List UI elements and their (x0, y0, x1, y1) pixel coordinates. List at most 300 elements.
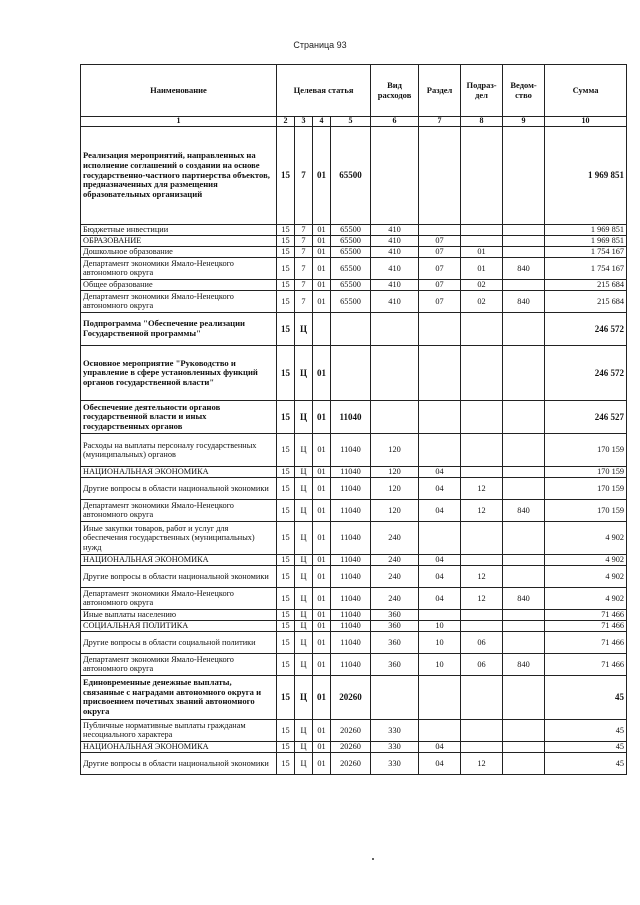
cell-ved: 840 (503, 587, 545, 609)
cell-podrazdel (461, 466, 503, 477)
cell-ved (503, 741, 545, 752)
table-row (81, 290, 627, 312)
cell-razdel: 04 (419, 587, 461, 609)
col-header-razdel: Раздел (419, 65, 461, 117)
cell-ved (503, 675, 545, 719)
table-row (81, 521, 627, 554)
cell-t1: 15 (277, 609, 295, 620)
cell-sum: 170 159 (545, 477, 627, 499)
cell-t4: 11040 (331, 609, 371, 620)
cell-vid (371, 400, 419, 433)
cell-razdel (419, 126, 461, 224)
row-name: Публичные нормативные выплаты гражданам несоциального характера (81, 719, 277, 741)
col-header-summa: Сумма (545, 65, 627, 117)
row-name: НАЦИОНАЛЬНАЯ ЭКОНОМИКА (81, 554, 277, 565)
cell-sum: 4 902 (545, 521, 627, 554)
table-row (81, 279, 627, 290)
cell-razdel: 04 (419, 741, 461, 752)
cell-t2: Ц (295, 620, 313, 631)
cell-vid: 360 (371, 609, 419, 620)
cell-podrazdel: 06 (461, 631, 503, 653)
cell-t4: 11040 (331, 433, 371, 466)
cell-t3: 01 (313, 587, 331, 609)
cell-razdel: 07 (419, 235, 461, 246)
cell-t4: 65500 (331, 290, 371, 312)
table-row (81, 345, 627, 400)
table-row (81, 466, 627, 477)
cell-razdel: 07 (419, 279, 461, 290)
cell-ved (503, 477, 545, 499)
cell-razdel: 04 (419, 466, 461, 477)
cell-vid: 360 (371, 620, 419, 631)
cell-sum: 246 572 (545, 312, 627, 345)
table-row (81, 312, 627, 345)
cell-ved: 840 (503, 257, 545, 279)
row-name: Департамент экономики Ямало-Ненецкого автономного округа (81, 653, 277, 675)
cell-vid: 120 (371, 499, 419, 521)
cell-ved (503, 719, 545, 741)
table-row (81, 675, 627, 719)
cell-razdel: 04 (419, 499, 461, 521)
table-row (81, 620, 627, 631)
cell-sum: 71 466 (545, 631, 627, 653)
cell-t1: 15 (277, 653, 295, 675)
cell-t4: 20260 (331, 741, 371, 752)
cell-razdel (419, 521, 461, 554)
row-name: Бюджетные инвестиции (81, 224, 277, 235)
table-row (81, 499, 627, 521)
cell-t4: 11040 (331, 554, 371, 565)
cell-t3: 01 (313, 257, 331, 279)
cell-t3: 01 (313, 675, 331, 719)
cell-sum: 1 754 167 (545, 246, 627, 257)
cell-vid: 240 (371, 587, 419, 609)
cell-ved (503, 631, 545, 653)
cell-podrazdel: 02 (461, 290, 503, 312)
cell-podrazdel (461, 312, 503, 345)
cell-podrazdel: 12 (461, 565, 503, 587)
cell-t4 (331, 345, 371, 400)
scan-dot (372, 858, 374, 860)
cell-podrazdel: 12 (461, 477, 503, 499)
cell-t2: Ц (295, 400, 313, 433)
cell-razdel: 07 (419, 246, 461, 257)
cell-razdel: 07 (419, 257, 461, 279)
row-name: Департамент экономики Ямало-Ненецкого автономного округа (81, 290, 277, 312)
cell-podrazdel (461, 620, 503, 631)
col-number: 1 (81, 117, 277, 127)
col-number: 9 (503, 117, 545, 127)
cell-sum: 246 572 (545, 345, 627, 400)
cell-t1: 15 (277, 565, 295, 587)
cell-sum: 4 902 (545, 554, 627, 565)
cell-podrazdel (461, 235, 503, 246)
cell-podrazdel: 12 (461, 499, 503, 521)
cell-t2: Ц (295, 499, 313, 521)
cell-t2: 7 (295, 246, 313, 257)
table-row (81, 246, 627, 257)
row-name: Другие вопросы в области национальной экономики (81, 752, 277, 774)
cell-t3: 01 (313, 433, 331, 466)
cell-t4 (331, 312, 371, 345)
cell-t1: 15 (277, 631, 295, 653)
cell-t3: 01 (313, 290, 331, 312)
cell-sum: 215 684 (545, 279, 627, 290)
cell-sum: 4 902 (545, 565, 627, 587)
cell-t1: 15 (277, 499, 295, 521)
table-row (81, 631, 627, 653)
cell-t4: 11040 (331, 466, 371, 477)
cell-t2: Ц (295, 752, 313, 774)
table-row (81, 609, 627, 620)
cell-razdel: 10 (419, 620, 461, 631)
cell-ved (503, 224, 545, 235)
table-row (81, 257, 627, 279)
cell-razdel: 07 (419, 290, 461, 312)
table-row (81, 653, 627, 675)
cell-ved (503, 235, 545, 246)
row-name: Основное мероприятие "Руководство и управление в сфере установленных функций органов государственной власти" (81, 345, 277, 400)
cell-sum: 170 159 (545, 466, 627, 477)
table-row (81, 126, 627, 224)
cell-t4: 20260 (331, 752, 371, 774)
cell-razdel: 04 (419, 752, 461, 774)
cell-razdel (419, 433, 461, 466)
cell-t4: 11040 (331, 565, 371, 587)
cell-t3: 01 (313, 279, 331, 290)
cell-t3: 01 (313, 719, 331, 741)
cell-vid: 120 (371, 477, 419, 499)
cell-ved (503, 279, 545, 290)
row-name: Подпрограмма "Обеспечение реализации Государственной программы" (81, 312, 277, 345)
cell-podrazdel (461, 554, 503, 565)
cell-t4: 11040 (331, 587, 371, 609)
cell-t2: Ц (295, 565, 313, 587)
cell-t4: 11040 (331, 620, 371, 631)
row-name: Другие вопросы в области национальной экономики (81, 477, 277, 499)
cell-sum: 246 527 (545, 400, 627, 433)
cell-t2: Ц (295, 609, 313, 620)
row-name: Иные выплаты населению (81, 609, 277, 620)
cell-t1: 15 (277, 257, 295, 279)
cell-razdel: 04 (419, 565, 461, 587)
col-number: 5 (331, 117, 371, 127)
cell-t2: Ц (295, 477, 313, 499)
cell-razdel: 10 (419, 653, 461, 675)
cell-sum: 45 (545, 752, 627, 774)
cell-sum: 45 (545, 675, 627, 719)
cell-razdel (419, 400, 461, 433)
cell-ved (503, 433, 545, 466)
cell-t4: 11040 (331, 400, 371, 433)
cell-ved (503, 126, 545, 224)
cell-t2: 7 (295, 279, 313, 290)
cell-vid: 240 (371, 565, 419, 587)
cell-razdel (419, 345, 461, 400)
cell-t1: 15 (277, 224, 295, 235)
cell-t1: 15 (277, 675, 295, 719)
col-header-vid: Вид расходов (371, 65, 419, 117)
row-name: Департамент экономики Ямало-Ненецкого автономного округа (81, 499, 277, 521)
cell-ved (503, 752, 545, 774)
cell-t2: Ц (295, 345, 313, 400)
cell-sum: 71 466 (545, 609, 627, 620)
col-number: 7 (419, 117, 461, 127)
cell-vid (371, 126, 419, 224)
cell-t2: 7 (295, 224, 313, 235)
cell-ved (503, 345, 545, 400)
cell-podrazdel (461, 224, 503, 235)
cell-sum: 1 754 167 (545, 257, 627, 279)
row-name: Единовременные денежные выплаты, связанные с наградами автономного округа и присвоением почетных званий автономного округа (81, 675, 277, 719)
cell-podrazdel (461, 609, 503, 620)
cell-t4: 11040 (331, 653, 371, 675)
cell-t3: 01 (313, 631, 331, 653)
cell-t1: 15 (277, 554, 295, 565)
row-name: Другие вопросы в области национальной экономики (81, 565, 277, 587)
cell-t2: Ц (295, 466, 313, 477)
cell-t2: 7 (295, 257, 313, 279)
cell-t2: Ц (295, 719, 313, 741)
cell-t1: 15 (277, 620, 295, 631)
table-row (81, 565, 627, 587)
cell-ved (503, 554, 545, 565)
cell-t3: 01 (313, 499, 331, 521)
cell-podrazdel (461, 433, 503, 466)
cell-t4: 65500 (331, 257, 371, 279)
row-name: НАЦИОНАЛЬНАЯ ЭКОНОМИКА (81, 741, 277, 752)
cell-t4: 65500 (331, 235, 371, 246)
cell-sum: 170 159 (545, 499, 627, 521)
table-row (81, 752, 627, 774)
cell-t2: 7 (295, 235, 313, 246)
cell-t1: 15 (277, 477, 295, 499)
cell-t1: 15 (277, 290, 295, 312)
cell-razdel: 10 (419, 631, 461, 653)
cell-podrazdel (461, 126, 503, 224)
cell-razdel (419, 675, 461, 719)
cell-razdel (419, 609, 461, 620)
cell-sum: 1 969 851 (545, 235, 627, 246)
cell-ved (503, 312, 545, 345)
table-row (81, 477, 627, 499)
cell-podrazdel: 01 (461, 246, 503, 257)
cell-vid: 330 (371, 719, 419, 741)
cell-vid (371, 345, 419, 400)
cell-t3: 01 (313, 653, 331, 675)
cell-vid: 410 (371, 235, 419, 246)
cell-t4: 11040 (331, 477, 371, 499)
cell-ved: 840 (503, 653, 545, 675)
cell-ved (503, 521, 545, 554)
table-row (81, 224, 627, 235)
cell-t1: 15 (277, 433, 295, 466)
cell-t3: 01 (313, 752, 331, 774)
cell-vid: 120 (371, 433, 419, 466)
cell-t3: 01 (313, 620, 331, 631)
cell-sum: 1 969 851 (545, 224, 627, 235)
row-name: Иные закупки товаров, работ и услуг для обеспечения государственных (муниципальных) нужд (81, 521, 277, 554)
cell-t1: 15 (277, 466, 295, 477)
cell-vid: 120 (371, 466, 419, 477)
cell-t4: 11040 (331, 521, 371, 554)
cell-t2: Ц (295, 675, 313, 719)
cell-t3 (313, 312, 331, 345)
cell-podrazdel (461, 675, 503, 719)
cell-razdel (419, 312, 461, 345)
cell-podrazdel: 01 (461, 257, 503, 279)
page-label: Страница 93 (293, 40, 347, 50)
cell-vid: 360 (371, 631, 419, 653)
cell-ved (503, 466, 545, 477)
col-number: 8 (461, 117, 503, 127)
cell-vid: 410 (371, 246, 419, 257)
table-row (81, 433, 627, 466)
row-name: Обеспечение деятельности органов государственной власти и иных государственных органов (81, 400, 277, 433)
cell-t1: 15 (277, 719, 295, 741)
cell-t2: Ц (295, 312, 313, 345)
row-name: НАЦИОНАЛЬНАЯ ЭКОНОМИКА (81, 466, 277, 477)
cell-t2: 7 (295, 126, 313, 224)
cell-ved: 840 (503, 499, 545, 521)
cell-vid: 240 (371, 521, 419, 554)
cell-t3: 01 (313, 246, 331, 257)
row-name: СОЦИАЛЬНАЯ ПОЛИТИКА (81, 620, 277, 631)
cell-t1: 15 (277, 400, 295, 433)
column-number-row (81, 117, 627, 127)
cell-vid: 330 (371, 752, 419, 774)
cell-ved (503, 565, 545, 587)
col-number: 2 (277, 117, 295, 127)
row-name: Департамент экономики Ямало-Ненецкого автономного округа (81, 587, 277, 609)
cell-sum: 71 466 (545, 653, 627, 675)
cell-sum: 4 902 (545, 587, 627, 609)
cell-sum: 170 159 (545, 433, 627, 466)
cell-t3: 01 (313, 741, 331, 752)
cell-t1: 15 (277, 246, 295, 257)
table-row (81, 235, 627, 246)
cell-t4: 11040 (331, 631, 371, 653)
cell-t2: Ц (295, 521, 313, 554)
row-name: Расходы на выплаты персоналу государственных (муниципальных) органов (81, 433, 277, 466)
cell-t3: 01 (313, 565, 331, 587)
cell-t1: 15 (277, 279, 295, 290)
cell-t2: Ц (295, 554, 313, 565)
cell-podrazdel (461, 521, 503, 554)
cell-sum: 215 684 (545, 290, 627, 312)
cell-vid: 330 (371, 741, 419, 752)
cell-t3: 01 (313, 466, 331, 477)
table-row (81, 587, 627, 609)
cell-t1: 15 (277, 312, 295, 345)
cell-t3: 01 (313, 521, 331, 554)
cell-t1: 15 (277, 126, 295, 224)
cell-ved (503, 400, 545, 433)
cell-t3: 01 (313, 126, 331, 224)
cell-t1: 15 (277, 345, 295, 400)
cell-razdel: 04 (419, 477, 461, 499)
cell-sum: 45 (545, 741, 627, 752)
cell-t4: 20260 (331, 719, 371, 741)
cell-t4: 65500 (331, 224, 371, 235)
row-name: Общее образование (81, 279, 277, 290)
table-row (81, 719, 627, 741)
cell-t2: Ц (295, 653, 313, 675)
cell-podrazdel (461, 400, 503, 433)
cell-podrazdel (461, 719, 503, 741)
cell-t4: 65500 (331, 246, 371, 257)
cell-t4: 20260 (331, 675, 371, 719)
cell-ved: 840 (503, 290, 545, 312)
cell-t2: Ц (295, 587, 313, 609)
row-name: Реализация мероприятий, направленных на исполнение соглашений о создании на основе государственно-частного партнерства объектов, предназначенных для размещения образовательных организаций (81, 126, 277, 224)
cell-sum: 1 969 851 (545, 126, 627, 224)
row-name: Дошкольное образование (81, 246, 277, 257)
cell-t1: 15 (277, 741, 295, 752)
cell-vid: 410 (371, 279, 419, 290)
cell-vid: 410 (371, 257, 419, 279)
col-number: 10 (545, 117, 627, 127)
cell-t2: Ц (295, 631, 313, 653)
cell-t2: Ц (295, 741, 313, 752)
cell-ved (503, 620, 545, 631)
cell-podrazdel (461, 345, 503, 400)
cell-t3: 01 (313, 400, 331, 433)
col-header-target: Целевая статья (277, 65, 371, 117)
cell-sum: 71 466 (545, 620, 627, 631)
col-number: 4 (313, 117, 331, 127)
col-header-name: Наименование (81, 65, 277, 117)
cell-podrazdel (461, 741, 503, 752)
table-row (81, 741, 627, 752)
cell-vid (371, 675, 419, 719)
cell-t3: 01 (313, 554, 331, 565)
cell-vid: 410 (371, 224, 419, 235)
col-header-podrazdel: Подраз-дел (461, 65, 503, 117)
cell-t2: Ц (295, 433, 313, 466)
cell-t1: 15 (277, 235, 295, 246)
cell-t3: 01 (313, 477, 331, 499)
cell-t3: 01 (313, 224, 331, 235)
cell-t3: 01 (313, 609, 331, 620)
col-number: 3 (295, 117, 313, 127)
cell-vid: 410 (371, 290, 419, 312)
cell-t1: 15 (277, 521, 295, 554)
cell-ved (503, 246, 545, 257)
cell-t4: 65500 (331, 126, 371, 224)
row-name: Другие вопросы в области социальной политики (81, 631, 277, 653)
cell-podrazdel: 02 (461, 279, 503, 290)
cell-sum: 45 (545, 719, 627, 741)
cell-razdel (419, 224, 461, 235)
cell-podrazdel: 12 (461, 587, 503, 609)
cell-t1: 15 (277, 752, 295, 774)
cell-razdel: 04 (419, 554, 461, 565)
col-number: 6 (371, 117, 419, 127)
cell-vid: 240 (371, 554, 419, 565)
cell-t4: 65500 (331, 279, 371, 290)
cell-t4: 11040 (331, 499, 371, 521)
cell-vid (371, 312, 419, 345)
cell-podrazdel: 06 (461, 653, 503, 675)
cell-vid: 360 (371, 653, 419, 675)
cell-t3: 01 (313, 345, 331, 400)
table-row (81, 554, 627, 565)
cell-t3: 01 (313, 235, 331, 246)
cell-ved (503, 609, 545, 620)
budget-table (80, 64, 627, 775)
col-header-vedomstvo: Ведом-ство (503, 65, 545, 117)
